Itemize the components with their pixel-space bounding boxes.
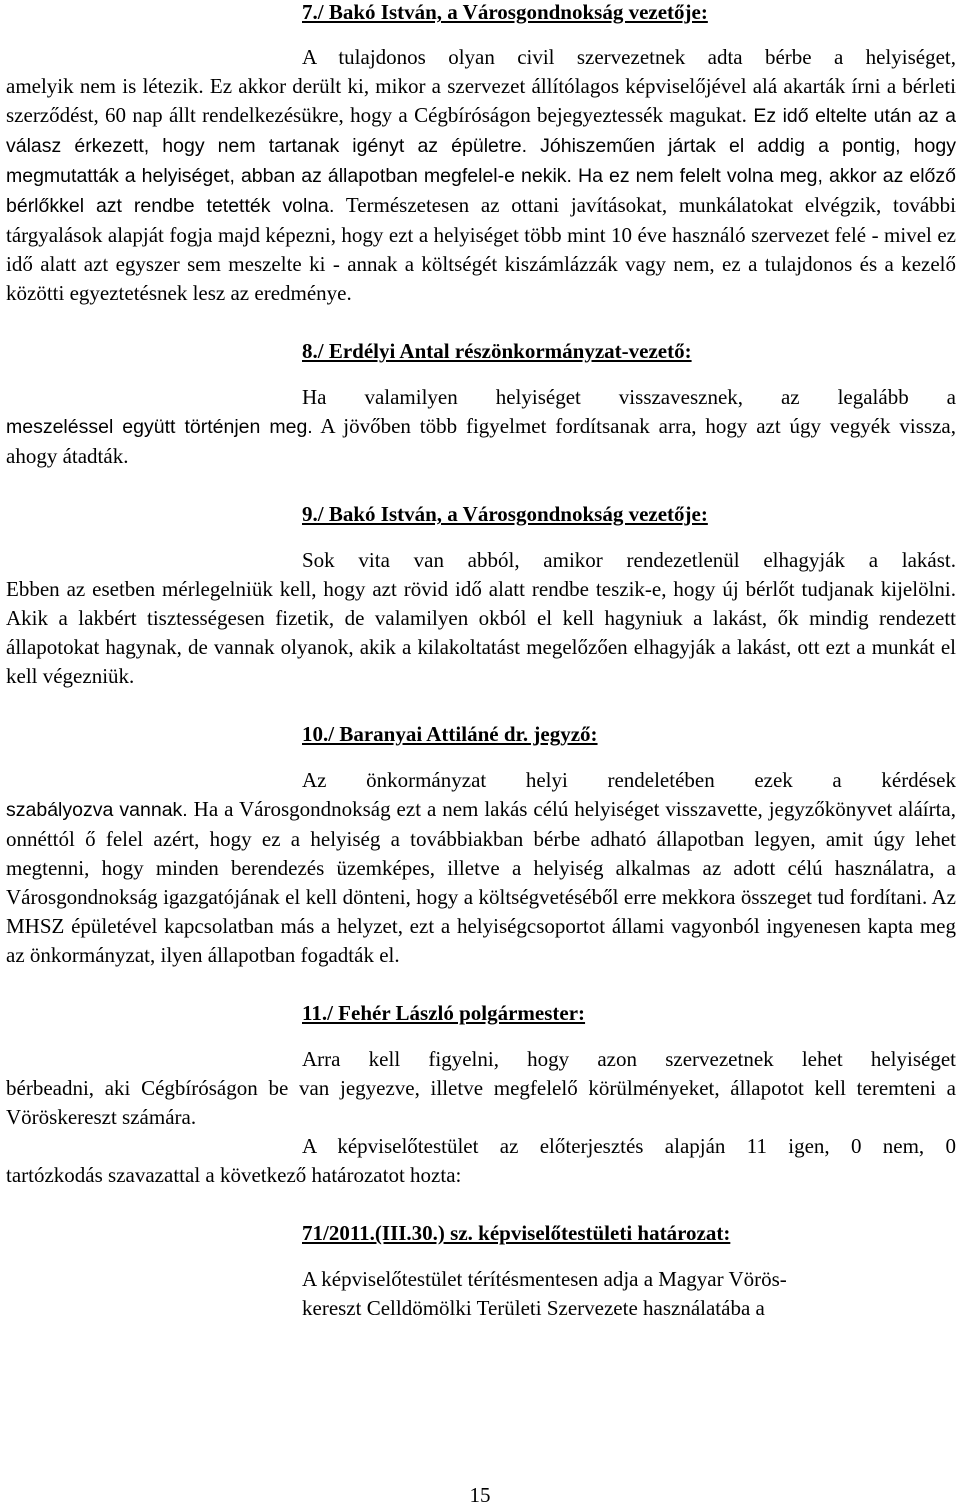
section-11-heading: 11./ Fehér László polgármester:	[302, 1001, 586, 1025]
section-9-s2: Akik a lakbért tisztességesen fizetik, de valamilyen okból el kell hagyniuk a lakást, ők mindig rendezett állapotokat hagynak, de vannak olyanok, akik a kilakoltatást megelőzően elhagyják a lakást, ott ezt a munkát el kell végezniük.	[6, 606, 956, 688]
section-7-body	[6, 72, 956, 308]
section-7-heading: 7./ Bakó István, a Városgondnokság vezetője:	[302, 0, 708, 24]
section-11-intro	[302, 1045, 956, 1074]
section-8-s1: meszeléssel együtt történjen meg.	[6, 416, 313, 438]
section-7-intro-text: A tulajdonos olyan civil szervezetnek adta bérbe a helyiséget,	[302, 45, 956, 69]
section-10-intro-text: Az önkormányzat helyi rendeletében ezek a kérdések	[302, 768, 956, 792]
section-7-s2: Ez idő eltelte után az a válasz érkezett, hogy nem tartanak igényt az épületre.	[6, 105, 956, 157]
page-number: 15	[469, 1483, 491, 1507]
section-8-s2: A jövőben több figyelmet fordítsanak arra, hogy azt úgy vegyék vissza, ahogy átadták.	[6, 414, 956, 468]
section-7-intro	[302, 43, 956, 72]
section-7-s5: Természetesen az ottani javításokat, munkálatokat elvégzik, további tárgyalások alapját fogja majd képezni, hogy ezt a helyiséget több mint 10 éve használó szervezet felé - mivel ez idő alatt azt egyszer sem meszelte ki - annak a költségét kiszámlázzák vagy nem, ez a tulajdonos és a kezelő közötti egyeztetésnek lesz az eredménye.	[6, 193, 956, 305]
section-7-s1: amelyik nem is létezik. Ez akkor derült ki, mikor a szervezet állítólagos képviselőjével alá akarták írni a bérleti szerződést, 60 nap állt rendelkezésükre, hogy a Cégbíróságon bejegyeztessék magukat.	[6, 74, 956, 127]
section-9-body	[6, 575, 956, 691]
section-10-s1: szabályozva vannak.	[6, 799, 188, 821]
section-9-intro	[302, 546, 956, 575]
section-10-body	[6, 795, 956, 970]
section-8-body	[6, 412, 956, 471]
resolution-line-2: kereszt Celldömölki Területi Szervezete használatába a	[302, 1296, 765, 1320]
section-10-intro	[302, 766, 956, 795]
resolution-body	[302, 1265, 956, 1323]
section-11-s1: bérbeadni, aki Cégbíróságon be van jegyezve, illetve megfelelő körülményeket, állapotot kell teremteni a Vöröskereszt számára.	[6, 1076, 956, 1129]
section-9-s1: Ebben az esetben mérlegelniük kell, hogy azt rövid idő alatt rendbe teszik-e, hogy új bérlőt tudjanak kijelölni.	[6, 577, 956, 601]
section-11-body	[6, 1074, 956, 1132]
section-10-s2: Ha a Városgondnokság ezt a nem lakás célú helyiséget visszavette, jegyzőkönyvet aláírta, onnéttól ő felel azért, hogy ez a helyiség a továbbiakban bérbe adható állapotban legyen, amit úgy lehet megtenni, hogy minden berendezés üzemképes, illetve a helyiség alkalmas az adott célú használatra, a Városgondnokság igazgatójának el kell dönteni, hogy a költségvetéséből erre mekkora összeget tud fordítani. Az MHSZ épületével kapcsolatban más a helyzet, ezt a helyiségcsoportot állami vagyonból ingyenesen kapta meg az önkormányzat, ilyen állapotban fogadták el.	[6, 797, 956, 967]
section-11-vote-rest: tartózkodás szavazattal a következő határozatot hozta:	[6, 1163, 462, 1187]
resolution-heading: 71/2011.(III.30.) sz. képviselőtestületi határozat:	[302, 1221, 731, 1245]
section-9-intro-text: Sok vita van abból, amikor rendezetlenül elhagyják a lakást.	[302, 548, 956, 572]
section-8-intro	[302, 383, 956, 412]
section-11-vote-intro-text: A képviselőtestület az előterjesztés alapján 11 igen, 0 nem, 0	[302, 1134, 956, 1158]
section-8-intro-text: Ha valamilyen helyiséget visszavesznek, az legalább a	[302, 385, 956, 409]
section-9-heading: 9./ Bakó István, a Városgondnokság vezetője:	[302, 502, 708, 526]
section-11-vote-intro	[302, 1132, 956, 1161]
section-7-s4: Ha ez nem felelt volna meg, akkor az előző bérlőkkel azt rendbe tetették volna.	[6, 165, 956, 217]
resolution-line-1: A képviselőtestület térítésmentesen adja a Magyar Vörös-	[302, 1267, 787, 1291]
document-page	[6, 0, 956, 1323]
section-10-heading: 10./ Baranyai Attiláné dr. jegyző:	[302, 722, 598, 746]
section-7-s3: Jóhiszeműen jártak el addig a pontig, hogy megmutatták a helyiséget, abban az állapotban megfelel-e nekik.	[6, 135, 956, 187]
section-8-heading: 8./ Erdélyi Antal részönkormányzat-vezető:	[302, 339, 692, 363]
section-11-intro-text: Arra kell figyelni, hogy azon szervezetnek lehet helyiséget	[302, 1047, 956, 1071]
